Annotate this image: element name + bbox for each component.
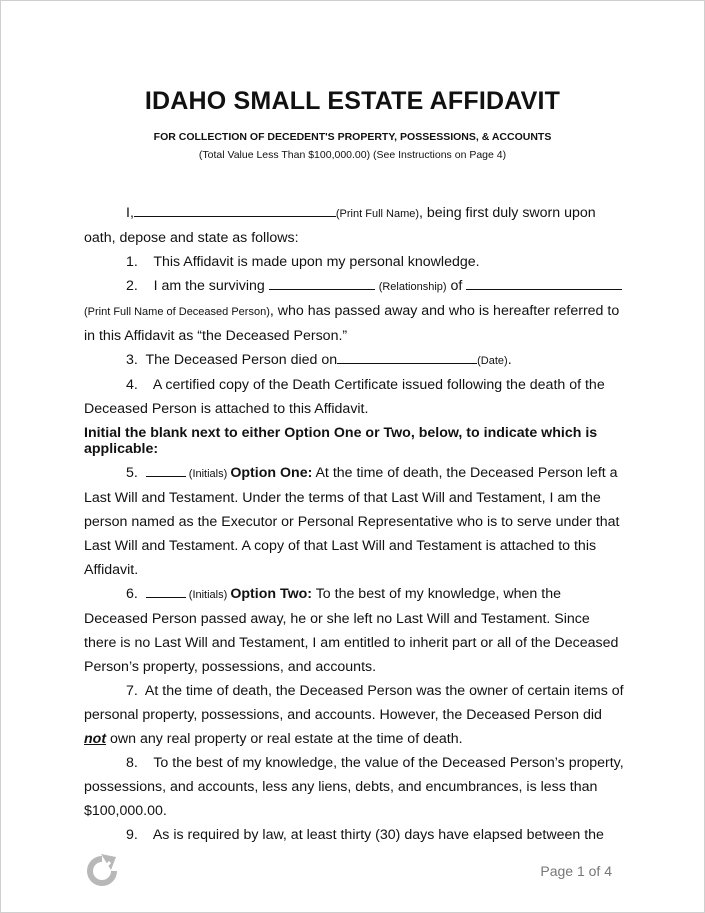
date-hint: (Date) bbox=[477, 355, 508, 367]
option-one-initials-hint: (Initials) bbox=[185, 468, 231, 480]
full-name-blank[interactable] bbox=[134, 202, 336, 217]
item-3-pre: 3. The Deceased Person died on bbox=[126, 352, 338, 368]
item-2-post: , who has passed away and who is hereafter referred to in this Affidavit as “the Deceased Person.” bbox=[84, 303, 620, 344]
item-7-pre: 7. At the time of death, the Deceased Person was the owner of certain items of personal property, possessions, and accounts. However, the Deceased Person did bbox=[84, 683, 624, 723]
option-one-label: Option One: bbox=[230, 465, 313, 481]
option-two-initials-hint: (Initials) bbox=[185, 589, 231, 601]
document-title: IDAHO SMALL ESTATE AFFIDAVIT bbox=[144, 87, 561, 115]
item-2-of: of bbox=[446, 278, 467, 294]
item-7-emphasis: not bbox=[84, 731, 107, 747]
item-3 bbox=[84, 348, 624, 373]
option-instruction: Initial the blank next to either Option One or Two, below, to indicate which is applicable: bbox=[84, 425, 598, 457]
intro-paragraph bbox=[84, 201, 624, 250]
item-7-post: own any real property or real estate at the time of death. bbox=[106, 731, 463, 747]
item-6 bbox=[84, 582, 624, 679]
option-two-text: To the best of my knowledge, when the Deceased Person passed away, he or she left no Last Will and Testament. Since there is no Last Will and Testament, I am entitled to inherit part or all of the Deceased Person’s property, possessions, and accounts. bbox=[84, 586, 619, 675]
relationship-hint: (Relationship) bbox=[378, 281, 447, 293]
deceased-name-hint: (Print Full Name of Deceased Person) bbox=[84, 306, 270, 318]
item-4: 4. A certified copy of the Death Certificate issued following the death of the Deceased Person is attached to this Affidavit. bbox=[84, 377, 605, 417]
item-6-pre: 6. bbox=[126, 586, 146, 602]
item-3-post: . bbox=[507, 352, 512, 368]
document-body bbox=[84, 201, 624, 847]
page-number: Page 1 of 4 bbox=[540, 863, 612, 879]
date-of-death-blank[interactable] bbox=[337, 349, 477, 364]
item-8: 8. To the best of my knowledge, the value of the Deceased Person’s property, possessions, and accounts, less any liens, debts, and encumbrances, is less than $100,000.00. bbox=[84, 755, 624, 819]
option-two-label: Option Two: bbox=[230, 586, 313, 602]
relationship-blank[interactable] bbox=[269, 275, 375, 290]
arrow-logo-icon-svg bbox=[85, 853, 119, 889]
item-5-pre: 5. bbox=[126, 465, 146, 481]
option-one-initials-blank[interactable] bbox=[146, 462, 186, 477]
item-2-pre: 2. I am the surviving bbox=[126, 278, 269, 294]
option-one-text: At the time of death, the Deceased Person left a Last Will and Testament. Under the terms of that Last Will and Testament, I am the person named as the Executor or Personal Representative who is to serve under that Last Will and Testament. A copy of that Last Will and Testament is attached to this Affidavit. bbox=[84, 465, 620, 578]
item-9: 9. As is required by law, at least thirty (30) days have elapsed between the bbox=[126, 827, 604, 843]
deceased-name-blank[interactable] bbox=[466, 275, 622, 290]
item-5 bbox=[84, 461, 624, 582]
arrow-logo-icon bbox=[85, 853, 119, 889]
document-subtitle-note: (Total Value Less Than $100,000.00) (See Instructions on Page 4) bbox=[198, 149, 507, 161]
option-two-initials-blank[interactable] bbox=[146, 583, 186, 598]
item-2 bbox=[84, 274, 624, 348]
intro-pre: I, bbox=[126, 205, 134, 221]
intro-post: , being first duly sworn upon oath, depose and state as follows: bbox=[84, 205, 596, 246]
item-7 bbox=[84, 679, 624, 751]
full-name-hint: (Print Full Name) bbox=[335, 208, 420, 220]
item-1: 1. This Affidavit is made upon my personal knowledge. bbox=[126, 254, 480, 270]
document-subtitle: FOR COLLECTION OF DECEDENT'S PROPERTY, POSSESSIONS, & ACCOUNTS bbox=[153, 131, 552, 143]
